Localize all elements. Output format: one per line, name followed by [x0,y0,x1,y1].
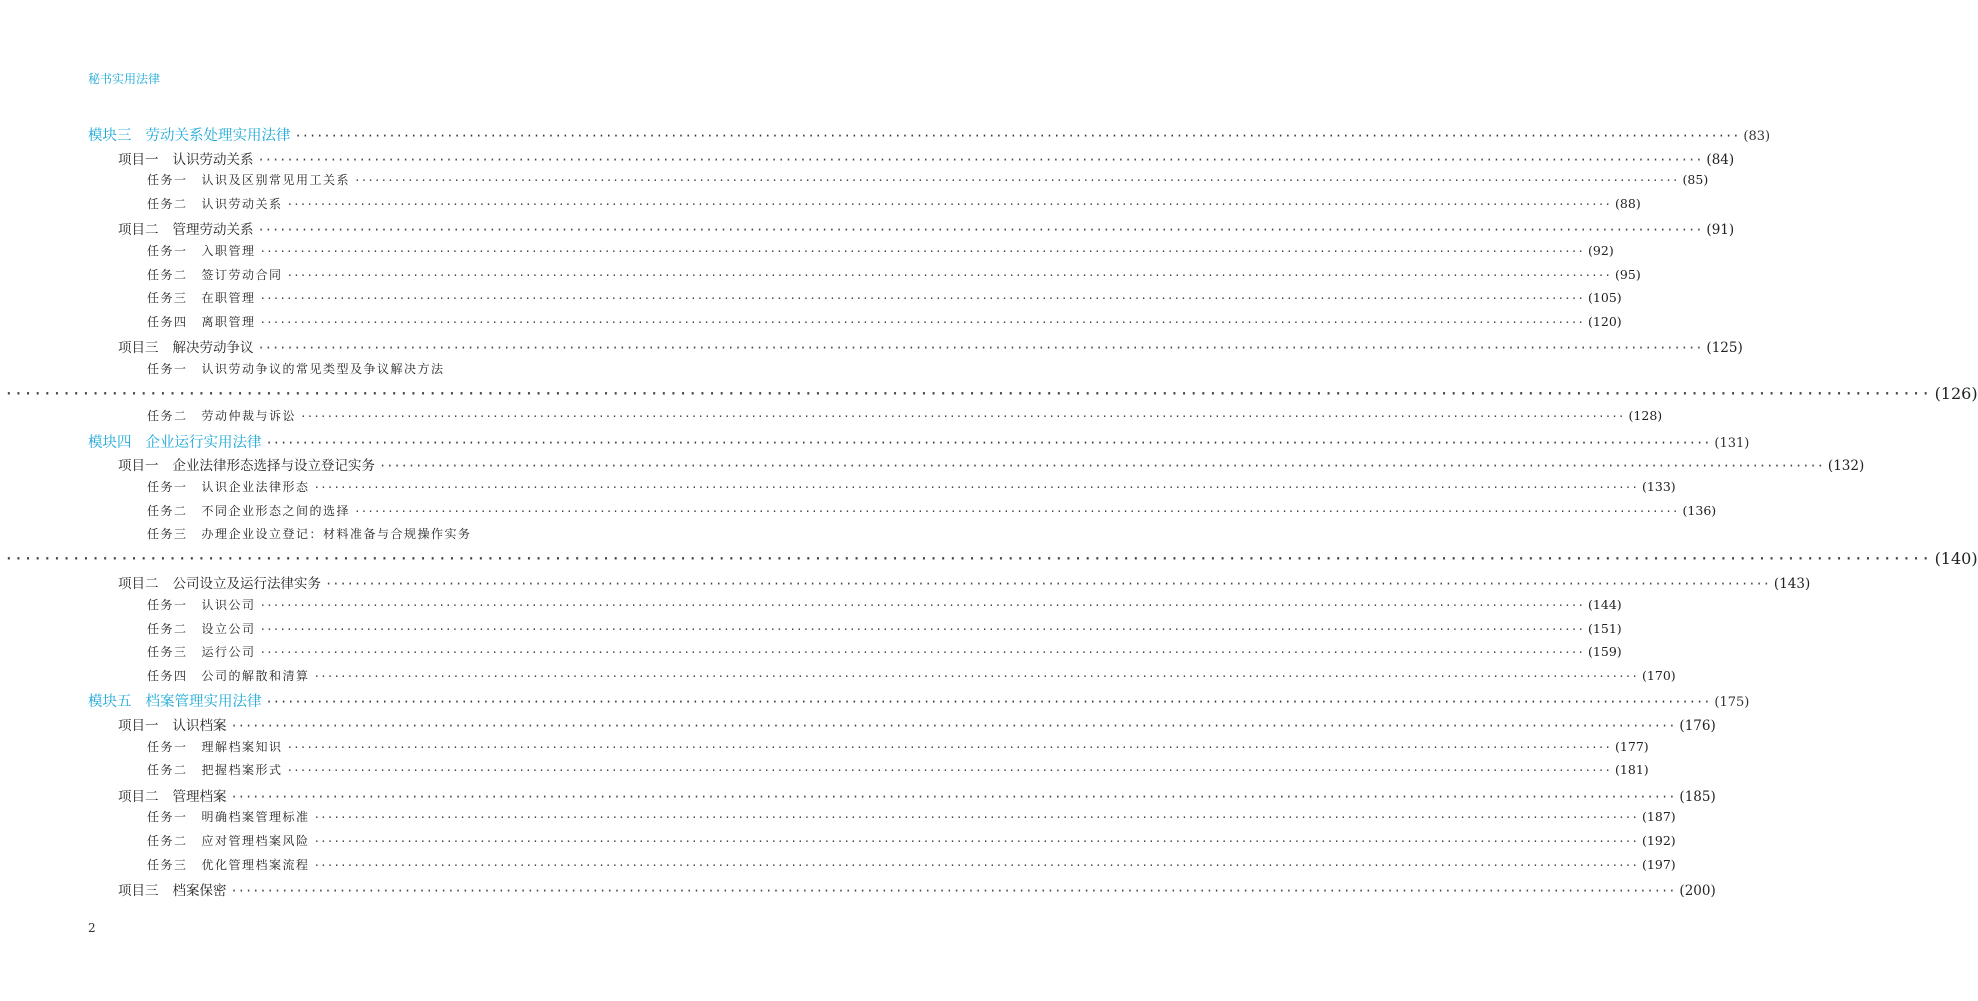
toc-entry-page: (144) [1588,597,1622,612]
toc-entry-number: 任务一 [147,598,188,612]
toc-entry-page: (181) [1615,762,1649,778]
toc-entry-title: 认识劳动关系 [201,196,283,211]
toc-entry-label [147,738,283,755]
toc-entry-label [147,195,283,212]
toc-entry-task [147,525,512,542]
toc-entry-task [147,832,1676,849]
leader-dots: ········································································································································································································ [259,599,1585,612]
leader-dots: ········································································································································································································ [257,152,1703,167]
toc-entry-title: 公司设立及运行法律实务 [172,576,321,593]
toc-entry-title: 办理企业设立登记：材料准备与合规操作实务 [201,527,472,542]
toc-entry-number: 项目三 [118,340,159,357]
toc-entry-title: 劳动仲裁与诉讼 [201,409,297,424]
toc-entry-title: 认识劳动争议的常见类型及争议解决方法 [201,362,445,376]
toc-entry-page: (84) [1706,151,1735,168]
leader-dots: ········································································································································································································ [4,383,1931,403]
toc-entry-label [118,454,375,474]
toc-entry-number: 任务二 [147,196,188,211]
toc-entry-page: (88) [1615,195,1641,211]
toc-entry-task [147,596,1622,613]
toc-entry-page: (136) [1682,502,1717,518]
toc-entry-mod [88,124,1771,145]
toc-entry-page: (126) [1934,383,1978,403]
toc-entry-title: 认识企业法律形态 [201,480,310,494]
toc-entry-task [147,761,1649,778]
toc-entry-task [147,289,1622,306]
toc-entry-number: 任务二 [147,267,188,282]
toc-entry-proj [118,879,1716,900]
toc-entry-page: (187) [1642,809,1676,825]
toc-entry-title: 解决劳动争议 [172,340,254,357]
toc-entry-proj [118,454,1865,475]
toc-entry-number: 任务一 [147,173,188,188]
toc-entry-number: 任务三 [147,527,188,542]
toc-entry-title: 明确档案管理标准 [201,810,310,825]
toc-entry-number: 项目一 [118,151,159,168]
toc-entry-title: 优化管理档案流程 [201,857,310,872]
toc-entry-page: (132) [1827,458,1865,475]
toc-entry-task [147,266,1641,283]
leader-dots: ········································································································································································································ [313,811,1639,825]
toc-entry-number: 任务一 [147,244,188,258]
toc-entry-title: 不同企业形态之间的选择 [201,503,351,518]
leader-dots: ········································································································································································································ [313,669,1639,683]
toc-entry-page: (170) [1642,667,1676,683]
leader-dots: ········································································································································································································ [313,835,1639,848]
toc-entry-number: 任务三 [147,857,188,872]
toc-entry-task [147,643,1622,660]
toc-entry-page: (133) [1642,479,1676,494]
leader-dots: ········································································································································································································ [257,341,1703,356]
leader-dots: ········································································································································································································ [257,223,1703,238]
toc-entry-label [118,785,227,805]
toc-entry-page: (91) [1706,222,1735,239]
toc-entry-number: 项目二 [118,222,159,239]
toc-entry-title: 认识公司 [201,598,256,612]
toc-entry-page: (151) [1588,620,1622,636]
toc-entry-title: 劳动关系处理实用法律 [145,128,291,144]
leader-dots: ········································································································································································································ [259,245,1585,258]
toc-entry-label [147,289,256,306]
toc-entry-task [147,360,512,377]
toc-entry-label [147,266,283,283]
toc-entry-mod [88,690,1750,711]
toc-entry-task [147,620,1622,637]
toc-entry-task [147,667,1676,684]
toc-entry-proj [118,714,1716,734]
toc-entry-title: 把握档案形式 [201,763,283,778]
toc-entry-page: (159) [1588,644,1622,660]
toc-entry-proj [118,572,1811,593]
toc-entry-number: 项目二 [118,576,159,593]
toc-entry-label [147,242,256,259]
toc-entry-number: 模块四 [88,434,132,451]
toc-entry-title: 企业法律形态选择与设立登记实务 [172,458,375,475]
leader-dots: ········································································································································································································ [313,858,1639,872]
toc-entry-page: (177) [1615,738,1649,754]
toc-entry-title: 应对管理档案风险 [201,834,310,848]
toc-entry-title: 认识劳动关系 [172,151,254,168]
leader-dots: ········································································································································································································ [259,646,1585,660]
toc-entry-title: 企业运行实用法律 [145,434,262,451]
toc-entry-label [147,761,283,778]
toc-entry-task [147,478,1676,495]
toc-entry-page: (143) [1773,576,1811,593]
toc-entry-page: (197) [1642,856,1676,872]
toc-entry-title: 在职管理 [201,291,256,306]
toc-entry-number: 任务二 [147,763,188,778]
leader-dots: ········································································································································································································ [259,292,1585,306]
toc-entry-label [147,856,310,873]
toc-entry-proj [118,336,1743,357]
leader-dots: ········································································································································································································ [300,410,1625,424]
leader-dots: ········································································································································································································ [354,504,1679,518]
toc-entry-title: 档案保密 [172,883,227,900]
toc-entry-label [147,407,296,424]
leader-dots: ········································································································································································································ [313,481,1639,494]
toc-entry-label [88,690,262,711]
toc-entry-number: 模块五 [88,694,132,711]
toc-entry-page: (83) [1743,129,1771,144]
toc-entry-page: (128) [1628,408,1663,424]
toc-entry-task [147,856,1676,873]
toc-entry-mod [88,431,1750,452]
leader-dots: ········································································································································································································ [294,129,1740,143]
leader-dots: ········································································································································································································ [230,789,1676,804]
toc-entry-title: 管理劳动关系 [172,222,254,239]
toc-entry-page: (105) [1588,290,1622,306]
toc-entry-number: 任务一 [147,810,188,825]
leader-dots: ········································································································································································································ [286,197,1612,211]
toc-entry-task [147,808,1676,825]
leader-dots: ········································································································································································································ [265,435,1711,450]
leader-dots: ········································································································································································································ [379,459,1824,474]
toc-entry-page: (175) [1714,695,1750,711]
leader-dots: ········································································································································································································ [259,622,1585,636]
toc-entry-title: 签订劳动合同 [201,267,283,282]
toc-entry-proj [118,148,1735,168]
toc-entry-label [147,643,256,660]
toc-entry-label [147,313,256,330]
toc-entry-page: (185) [1679,788,1716,805]
toc-entry-label [147,360,445,377]
toc-entry-title: 运行公司 [201,645,256,660]
leader-dots: ········································································································································································································ [286,764,1612,778]
page-number: 2 [88,921,96,935]
leader-dots: ········································································································································································································ [4,548,1931,568]
toc-entry-number: 任务三 [147,645,188,660]
toc-entry-label [147,525,472,542]
toc-entry-label [118,148,254,168]
toc-entry-page: (120) [1588,313,1622,329]
toc-entry-label [118,879,227,899]
toc-entry-title: 设立公司 [201,621,256,636]
toc-entry-label [147,620,256,637]
toc-entry-label [147,667,310,684]
leader-dots: ········································································································································································································ [286,268,1612,282]
toc-entry-label [88,431,262,452]
toc-entry-number: 任务二 [147,503,188,518]
toc-entry-page: (192) [1642,833,1676,848]
toc-entry-number: 任务四 [147,314,188,329]
toc-entry-cont [0,549,1978,568]
toc-entry-title: 管理档案 [172,788,227,805]
toc-entry-proj [118,218,1735,239]
running-header: 秘书实用法律 [88,72,161,86]
toc-entry-page: (131) [1714,435,1750,451]
toc-entry-title: 理解档案知识 [201,739,283,754]
leader-dots: ········································································································································································································ [286,740,1612,754]
leader-dots: ········································································································································································································ [354,174,1679,188]
toc-entry-task [147,502,1717,519]
toc-entry-proj [118,785,1716,805]
toc-entry-number: 任务一 [147,362,188,376]
toc-entry-title: 公司的解散和清算 [201,668,310,683]
toc-entry-label [147,478,310,495]
toc-entry-page: (125) [1706,340,1743,357]
toc-entry-title: 入职管理 [201,244,256,258]
toc-entry-number: 任务四 [147,668,188,683]
toc-entry-task [147,242,1614,259]
toc-entry-page: (176) [1679,718,1716,734]
toc-entry-title: 档案管理实用法律 [145,694,262,711]
toc-entry-number: 任务三 [147,291,188,306]
toc-entry-label [118,218,254,238]
toc-entry-task [147,407,1663,424]
toc-entry-number: 项目三 [118,883,159,900]
leader-dots: ········································································································································································································ [265,695,1711,710]
toc-entry-number: 任务一 [147,480,188,494]
toc-entry-page: (95) [1615,266,1641,282]
leader-dots: ········································································································································································································ [259,315,1585,329]
toc-entry-number: 项目二 [118,788,159,805]
leader-dots: ········································································································································································································ [325,577,1770,592]
toc-entry-label [147,596,256,613]
toc-entry-title: 离职管理 [201,314,256,329]
toc-entry-number: 任务二 [147,409,188,424]
toc-entry-page: (85) [1682,172,1709,188]
toc-entry-label [147,832,310,849]
toc-entry-number: 项目一 [118,718,159,734]
toc-entry-label [118,572,321,592]
toc-entry-number: 任务一 [147,739,188,754]
toc-entry-cont [0,384,1978,403]
toc-entry-task [147,313,1622,330]
toc-entry-title: 认识及区别常见用工关系 [201,173,351,188]
toc-entry-number: 任务二 [147,621,188,636]
toc-entry-task [147,195,1641,212]
toc-entry-label [147,808,310,825]
toc-entry-task [147,171,1709,188]
toc-entry-task [147,738,1649,755]
toc-entry-number: 任务二 [147,834,188,848]
leader-dots: ········································································································································································································ [230,884,1676,899]
toc-entry-label [147,171,350,188]
toc-entry-label [88,124,291,145]
toc-entry-title: 认识档案 [172,718,227,734]
toc-entry-number: 模块三 [88,128,132,144]
leader-dots: ········································································································································································································ [230,719,1676,733]
toc-entry-label [118,714,227,734]
toc-entry-page: (140) [1934,548,1978,568]
toc-entry-number: 项目一 [118,458,159,475]
toc-entry-label [147,502,350,519]
toc-entry-label [118,336,254,356]
toc-entry-page: (92) [1588,243,1614,258]
toc-entry-page: (200) [1679,883,1716,900]
